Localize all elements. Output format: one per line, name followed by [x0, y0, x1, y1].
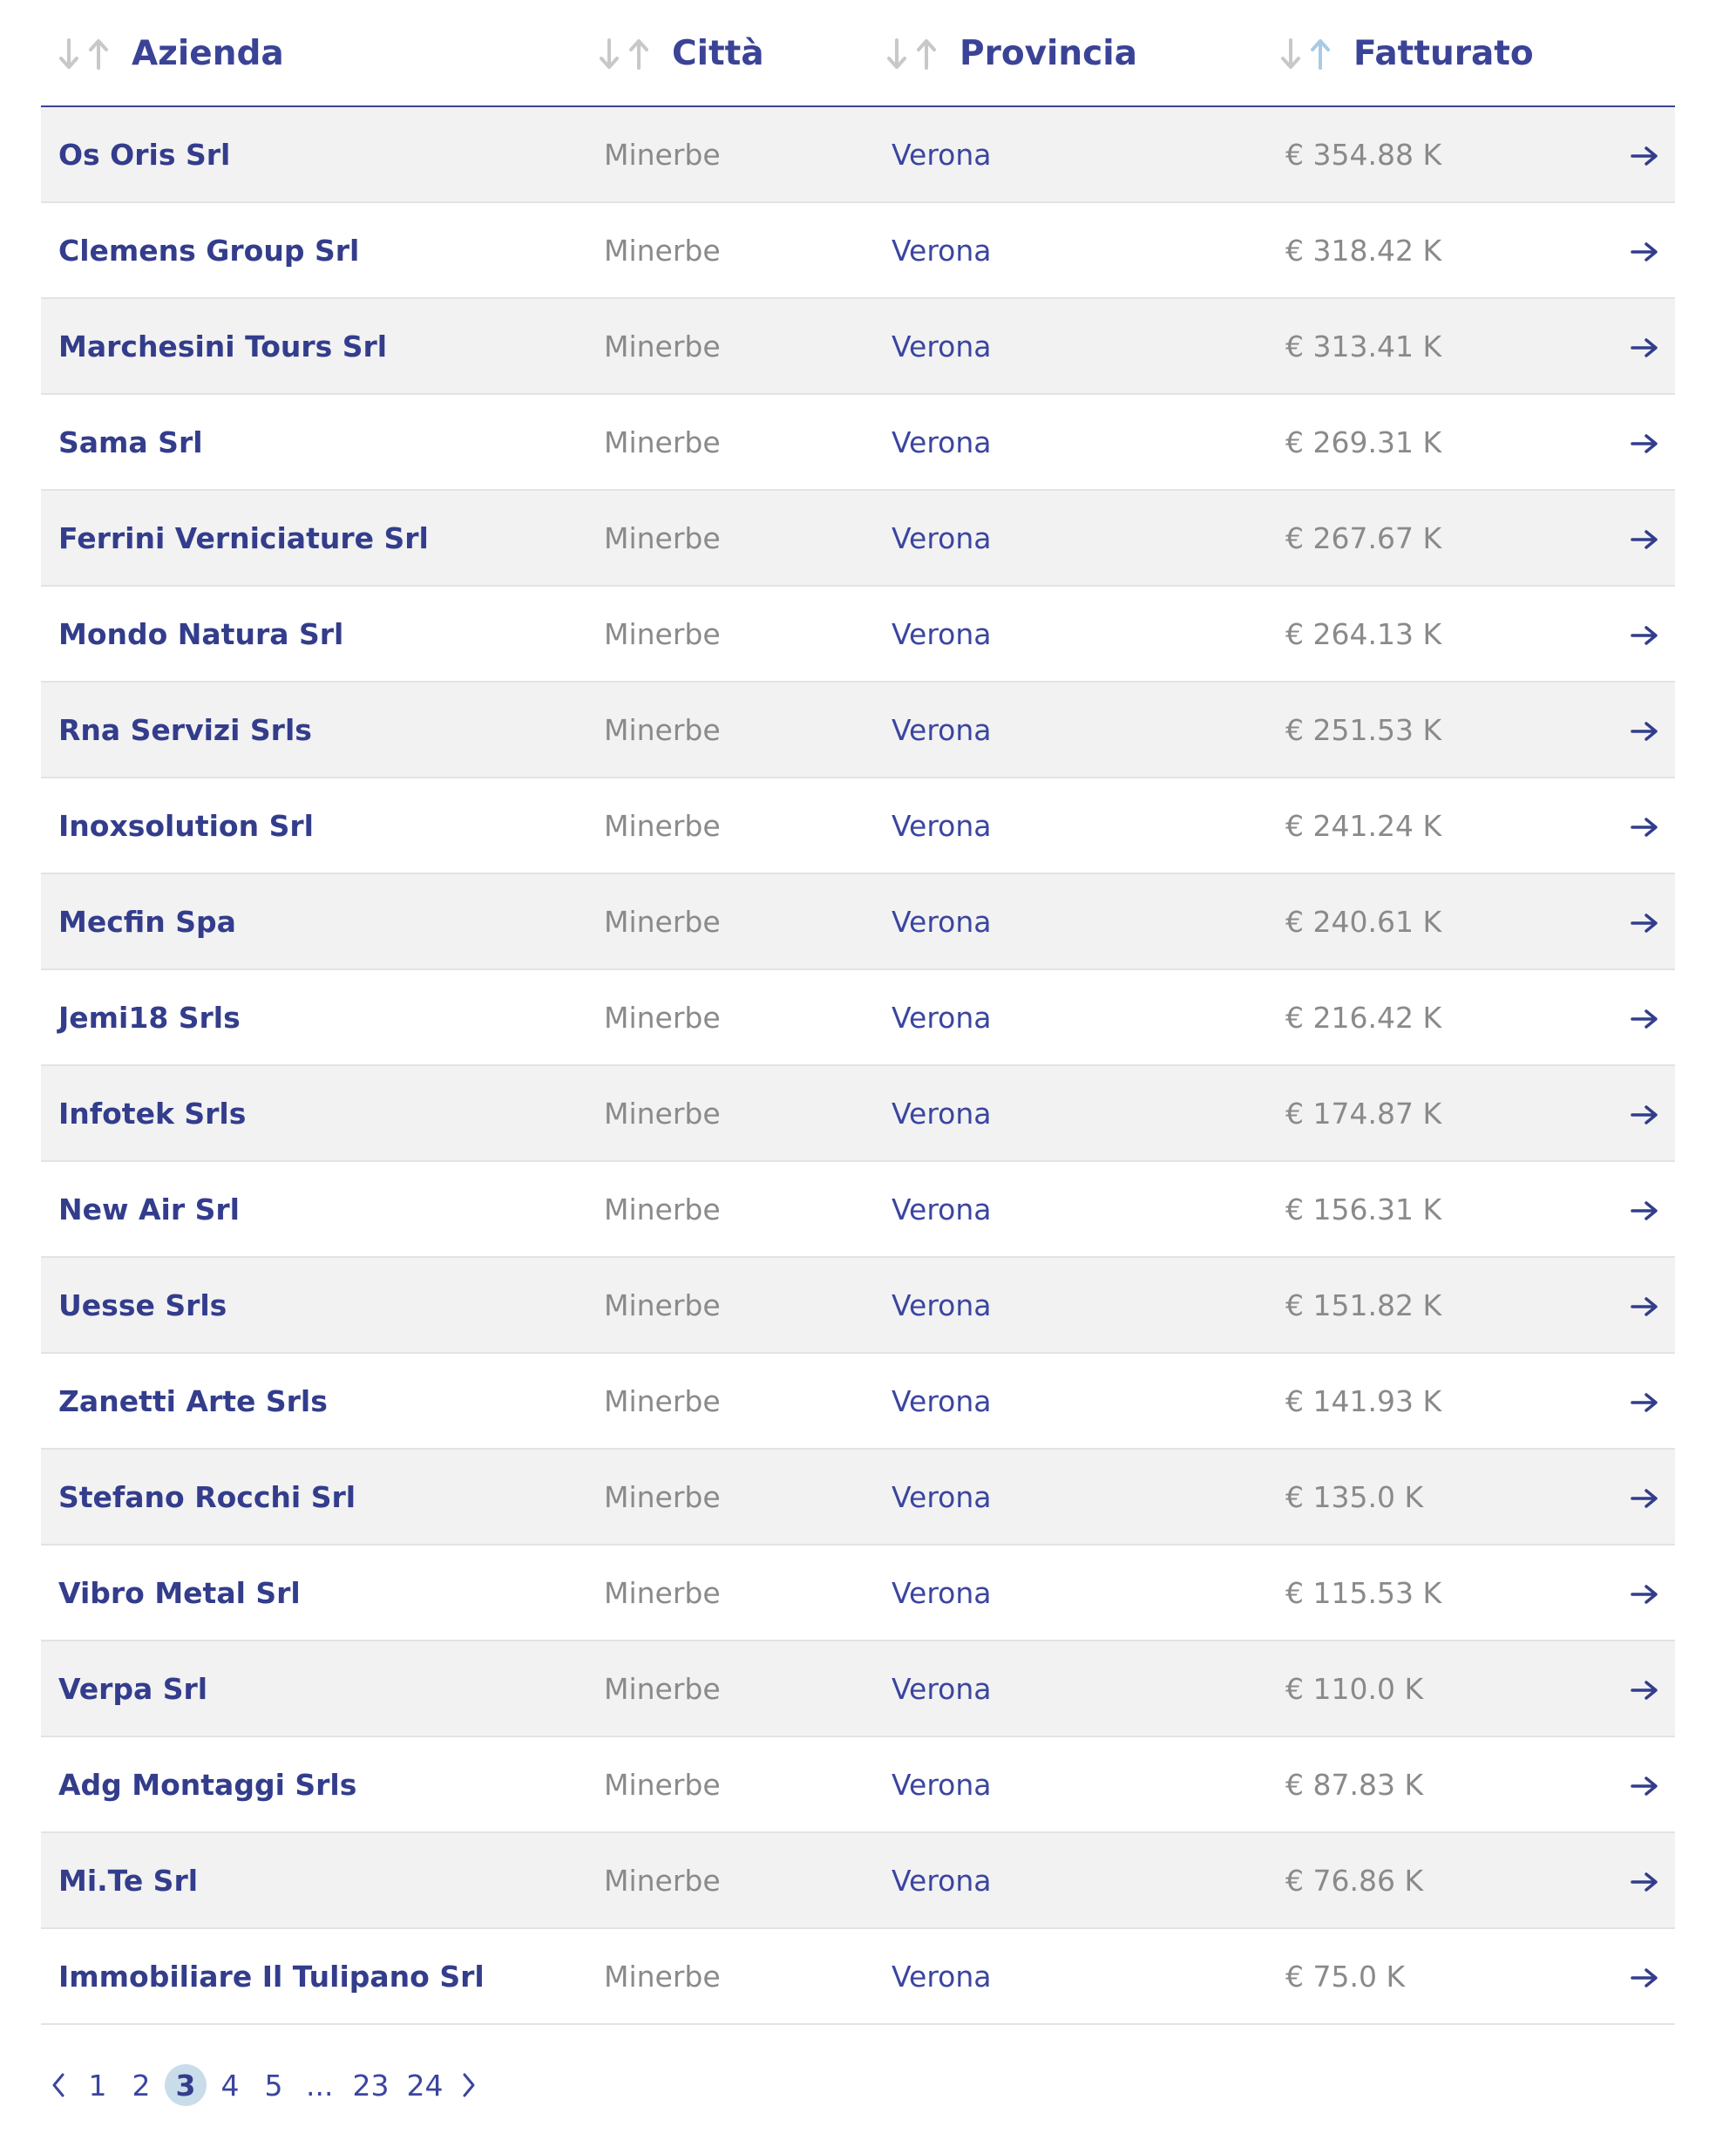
arrow-right-icon[interactable] [1630, 625, 1659, 646]
city-cell: Minerbe [599, 1545, 886, 1641]
revenue-cell: € 135.0 K [1280, 1449, 1588, 1545]
sort-controls-citta[interactable] [599, 37, 649, 71]
city-cell: Minerbe [599, 106, 886, 202]
company-name-link[interactable]: Stefano Rocchi Srl [41, 1449, 599, 1545]
revenue-cell: € 269.31 K [1280, 394, 1588, 490]
table-row[interactable] [41, 1832, 1675, 1928]
revenue-cell: € 115.53 K [1280, 1545, 1588, 1641]
row-open-button[interactable] [1588, 1065, 1675, 1161]
province-cell: Verona [886, 1545, 1280, 1641]
company-name-link[interactable]: Marchesini Tours Srl [41, 298, 599, 394]
arrow-right-icon[interactable] [1630, 1200, 1659, 1221]
header-citta[interactable] [599, 0, 886, 106]
company-name-link[interactable]: Rna Servizi Srls [41, 682, 599, 778]
table-row[interactable] [41, 1928, 1675, 2024]
row-open-button[interactable] [1588, 1449, 1675, 1545]
city-cell: Minerbe [599, 1449, 886, 1545]
revenue-cell: € 354.88 K [1280, 106, 1588, 202]
arrow-right-icon[interactable] [1630, 1872, 1659, 1892]
province-cell: Verona [886, 969, 1280, 1065]
sort-ascending-icon[interactable] [916, 37, 937, 71]
company-name-link[interactable]: Verpa Srl [41, 1641, 599, 1736]
revenue-cell: € 267.67 K [1280, 490, 1588, 586]
revenue-cell: € 141.93 K [1280, 1353, 1588, 1449]
table-row[interactable] [41, 682, 1675, 778]
province-cell: Verona [886, 586, 1280, 682]
revenue-cell: € 151.82 K [1280, 1257, 1588, 1353]
company-name-link[interactable]: Zanetti Arte Srls [41, 1353, 599, 1449]
table-row[interactable] [41, 969, 1675, 1065]
row-open-button[interactable] [1588, 1257, 1675, 1353]
row-open-button[interactable] [1588, 1736, 1675, 1832]
arrow-right-icon[interactable] [1630, 913, 1659, 934]
province-cell: Verona [886, 1641, 1280, 1736]
page-link[interactable]: 5 [264, 2068, 283, 2103]
arrow-right-icon[interactable] [1630, 241, 1659, 262]
revenue-cell: € 174.87 K [1280, 1065, 1588, 1161]
table-row[interactable] [41, 778, 1675, 873]
city-cell: Minerbe [599, 1832, 886, 1928]
table-row[interactable] [41, 490, 1675, 586]
arrow-right-icon[interactable] [1630, 1488, 1659, 1509]
table-header-row [41, 0, 1675, 106]
row-open-button[interactable] [1588, 586, 1675, 682]
page-link[interactable]: 24 [406, 2068, 444, 2103]
city-cell: Minerbe [599, 1928, 886, 2024]
company-name-link[interactable]: Ferrini Verniciature Srl [41, 490, 599, 586]
arrow-right-icon[interactable] [1630, 1009, 1659, 1029]
row-open-button[interactable] [1588, 873, 1675, 969]
table-row[interactable] [41, 1449, 1675, 1545]
arrow-right-icon[interactable] [1630, 1392, 1659, 1413]
table-row[interactable] [41, 202, 1675, 298]
province-cell: Verona [886, 298, 1280, 394]
revenue-cell: € 240.61 K [1280, 873, 1588, 969]
companies-table-container [41, 0, 1675, 2025]
province-cell: Verona [886, 682, 1280, 778]
province-cell: Verona [886, 1353, 1280, 1449]
company-name-link[interactable]: Os Oris Srl [41, 106, 599, 202]
arrow-right-icon[interactable] [1630, 1967, 1659, 1988]
sort-ascending-icon[interactable] [628, 37, 649, 71]
arrow-right-icon[interactable] [1630, 1104, 1659, 1125]
city-cell: Minerbe [599, 682, 886, 778]
arrow-right-icon[interactable] [1630, 337, 1659, 358]
city-cell: Minerbe [599, 969, 886, 1065]
company-name-link[interactable]: Clemens Group Srl [41, 202, 599, 298]
revenue-cell: € 87.83 K [1280, 1736, 1588, 1832]
next-page-button[interactable] [451, 2071, 486, 2099]
company-name-link[interactable]: Infotek Srls [41, 1065, 599, 1161]
company-name-link[interactable]: Mecfin Spa [41, 873, 599, 969]
province-cell: Verona [886, 394, 1280, 490]
table-row[interactable] [41, 1065, 1675, 1161]
city-cell: Minerbe [599, 873, 886, 969]
province-cell: Verona [886, 490, 1280, 586]
header-provincia[interactable] [886, 0, 1280, 106]
province-cell: Verona [886, 778, 1280, 873]
province-cell: Verona [886, 202, 1280, 298]
table-row[interactable] [41, 1353, 1675, 1449]
revenue-cell: € 318.42 K [1280, 202, 1588, 298]
sort-descending-icon[interactable] [886, 37, 907, 71]
city-cell: Minerbe [599, 490, 886, 586]
revenue-cell: € 313.41 K [1280, 298, 1588, 394]
city-cell: Minerbe [599, 394, 886, 490]
row-open-button[interactable] [1588, 1832, 1675, 1928]
company-name-link[interactable]: Mi.Te Srl [41, 1832, 599, 1928]
arrow-right-icon[interactable] [1630, 1776, 1659, 1797]
header-fatturato[interactable] [1280, 0, 1675, 106]
arrow-right-icon[interactable] [1630, 529, 1659, 550]
chevron-left-icon[interactable] [50, 2071, 67, 2099]
table-body [41, 106, 1675, 2024]
page-link[interactable]: 1 [88, 2068, 107, 2103]
table-row[interactable] [41, 586, 1675, 682]
revenue-cell: € 251.53 K [1280, 682, 1588, 778]
row-open-button[interactable] [1588, 778, 1675, 873]
company-name-link[interactable]: Adg Montaggi Srls [41, 1736, 599, 1832]
arrow-right-icon[interactable] [1630, 1680, 1659, 1701]
table-row[interactable] [41, 1161, 1675, 1257]
city-cell: Minerbe [599, 586, 886, 682]
page-link[interactable]: 2 [132, 2068, 151, 2103]
revenue-cell: € 156.31 K [1280, 1161, 1588, 1257]
company-name-link[interactable]: Mondo Natura Srl [41, 586, 599, 682]
chevron-right-icon[interactable] [460, 2071, 478, 2099]
row-open-button[interactable] [1588, 490, 1675, 586]
pagination [41, 2059, 486, 2111]
revenue-cell: € 216.42 K [1280, 969, 1588, 1065]
table-row[interactable] [41, 1641, 1675, 1736]
sort-descending-icon[interactable] [1280, 37, 1301, 71]
sort-controls-fatturato[interactable] [1280, 37, 1331, 71]
arrow-right-icon[interactable] [1630, 721, 1659, 742]
arrow-right-icon[interactable] [1630, 817, 1659, 838]
arrow-right-icon[interactable] [1630, 433, 1659, 454]
city-cell: Minerbe [599, 1257, 886, 1353]
revenue-cell: € 264.13 K [1280, 586, 1588, 682]
city-cell: Minerbe [599, 1641, 886, 1736]
table-row[interactable] [41, 394, 1675, 490]
header-label-fatturato: Fatturato [1353, 34, 1534, 73]
row-open-button[interactable] [1588, 106, 1675, 202]
city-cell: Minerbe [599, 1736, 886, 1832]
city-cell: Minerbe [599, 202, 886, 298]
company-name-link[interactable]: Immobiliare Il Tulipano Srl [41, 1928, 599, 2024]
table-row[interactable] [41, 1545, 1675, 1641]
company-name-link[interactable]: Uesse Srls [41, 1257, 599, 1353]
page-link[interactable]: 4 [220, 2068, 240, 2103]
pagination-ellipsis: ... [306, 2068, 334, 2103]
row-open-button[interactable] [1588, 1545, 1675, 1641]
header-label-azienda: Azienda [132, 34, 284, 73]
revenue-cell: € 76.86 K [1280, 1832, 1588, 1928]
row-open-button[interactable] [1588, 1353, 1675, 1449]
city-cell: Minerbe [599, 1353, 886, 1449]
table-row[interactable] [41, 1257, 1675, 1353]
sort-descending-icon[interactable] [58, 37, 79, 71]
table-row[interactable] [41, 873, 1675, 969]
sort-descending-icon[interactable] [599, 37, 620, 71]
row-open-button[interactable] [1588, 1928, 1675, 2024]
page-current[interactable]: 3 [165, 2064, 207, 2106]
arrow-right-icon[interactable] [1630, 1584, 1659, 1605]
prev-page-button[interactable] [41, 2071, 76, 2099]
header-azienda[interactable] [41, 0, 599, 106]
city-cell: Minerbe [599, 778, 886, 873]
row-open-button[interactable] [1588, 298, 1675, 394]
table-row[interactable] [41, 106, 1675, 202]
province-cell: Verona [886, 873, 1280, 969]
province-cell: Verona [886, 1928, 1280, 2024]
sort-ascending-active-icon[interactable] [1310, 37, 1331, 71]
province-cell: Verona [886, 1161, 1280, 1257]
row-open-button[interactable] [1588, 682, 1675, 778]
table-row[interactable] [41, 1736, 1675, 1832]
sort-controls-provincia[interactable] [886, 37, 937, 71]
company-name-link[interactable]: Jemi18 Srls [41, 969, 599, 1065]
company-name-link[interactable]: Sama Srl [41, 394, 599, 490]
table-row[interactable] [41, 298, 1675, 394]
revenue-cell: € 110.0 K [1280, 1641, 1588, 1736]
province-cell: Verona [886, 1065, 1280, 1161]
company-name-link[interactable]: New Air Srl [41, 1161, 599, 1257]
row-open-button[interactable] [1588, 1641, 1675, 1736]
province-cell: Verona [886, 1449, 1280, 1545]
company-name-link[interactable]: Vibro Metal Srl [41, 1545, 599, 1641]
province-cell: Verona [886, 106, 1280, 202]
row-open-button[interactable] [1588, 1161, 1675, 1257]
city-cell: Minerbe [599, 298, 886, 394]
company-name-link[interactable]: Inoxsolution Srl [41, 778, 599, 873]
province-cell: Verona [886, 1736, 1280, 1832]
header-label-citta: Città [672, 34, 764, 73]
sort-ascending-icon[interactable] [88, 37, 109, 71]
page-link[interactable]: 23 [352, 2068, 390, 2103]
row-open-button[interactable] [1588, 394, 1675, 490]
header-label-provincia: Provincia [960, 34, 1137, 73]
row-open-button[interactable] [1588, 202, 1675, 298]
revenue-cell: € 75.0 K [1280, 1928, 1588, 2024]
arrow-right-icon[interactable] [1630, 1296, 1659, 1317]
sort-controls-azienda[interactable] [58, 37, 109, 71]
arrow-right-icon[interactable] [1630, 146, 1659, 166]
city-cell: Minerbe [599, 1065, 886, 1161]
revenue-cell: € 241.24 K [1280, 778, 1588, 873]
province-cell: Verona [886, 1832, 1280, 1928]
province-cell: Verona [886, 1257, 1280, 1353]
row-open-button[interactable] [1588, 969, 1675, 1065]
city-cell: Minerbe [599, 1161, 886, 1257]
companies-table [41, 0, 1675, 2025]
